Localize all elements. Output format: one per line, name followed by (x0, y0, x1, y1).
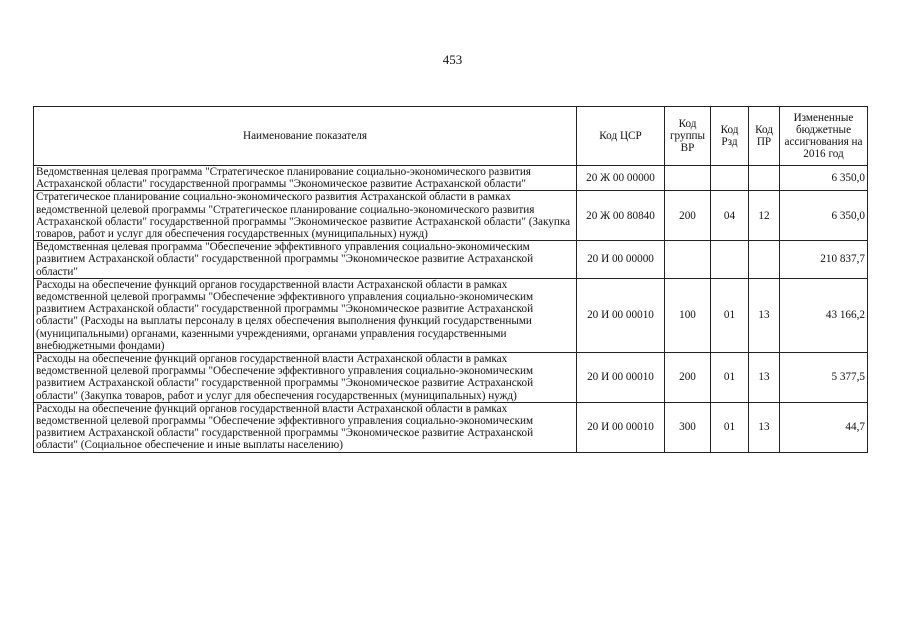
table-row (34, 402, 868, 452)
row-vr-code (665, 241, 711, 279)
table-row (34, 166, 868, 191)
table-row (34, 191, 868, 241)
row-csr-code: 20 Ж 00 00000 (577, 166, 665, 191)
table-row (34, 278, 868, 352)
row-rzd-code: 01 (711, 353, 749, 403)
row-rzd-code: 01 (711, 402, 749, 452)
table-header-row (34, 107, 868, 166)
row-name: Стратегическое планирование социально-экономического развития Астраханской области в рамках ведомственной целевой программы "Стратегическое планирование социально-экономического развития Астраханской области" государственной программы "Экономическое развитие Астраханской области" (Закупка товаров, работ и услуг для обеспечения государственных (муниципальных) нужд) (34, 191, 577, 241)
table-row (34, 241, 868, 279)
row-pr-code: 12 (749, 191, 780, 241)
row-name: Расходы на обеспечение функций органов государственной власти Астраханской области в рамках ведомственной целевой программы "Обеспечение эффективного управления социально-экономическим развитием Астраханской области" государственной программы "Экономическое развитие Астраханской области" (Расходы на выплаты персоналу в целях обеспечения выполнения функций государственными (муниципальными) органами, казенными учреждениями, органами управления государственными внебюджетными фондами) (34, 278, 577, 352)
header-vr-code: Код группы ВР (665, 107, 711, 166)
row-rzd-code: 01 (711, 278, 749, 352)
row-name: Ведомственная целевая программа "Стратегическое планирование социально-экономического развития Астраханской области" государственной программы "Экономическое развитие Астраханской области" (34, 166, 577, 191)
row-vr-code: 300 (665, 402, 711, 452)
row-csr-code: 20 И 00 00010 (577, 353, 665, 403)
row-rzd-code (711, 166, 749, 191)
row-amount: 43 166,2 (780, 278, 868, 352)
row-pr-code (749, 166, 780, 191)
header-csr-code: Код ЦСР (577, 107, 665, 166)
row-csr-code: 20 И 00 00010 (577, 278, 665, 352)
row-csr-code: 20 И 00 00000 (577, 241, 665, 279)
row-vr-code: 100 (665, 278, 711, 352)
row-csr-code: 20 Ж 00 80840 (577, 191, 665, 241)
header-pr-code: Код ПР (749, 107, 780, 166)
row-vr-code: 200 (665, 191, 711, 241)
row-name: Ведомственная целевая программа "Обеспечение эффективного управления социально-экономическим развитием Астраханской области" государственной программы "Экономическое развитие Астраханской области" (34, 241, 577, 279)
budget-table (33, 106, 868, 453)
row-pr-code (749, 241, 780, 279)
row-amount: 6 350,0 (780, 166, 868, 191)
row-name: Расходы на обеспечение функций органов государственной власти Астраханской области в рамках ведомственной целевой программы "Обеспечение эффективного управления социально-экономическим развитием Астраханской области" государственной программы "Экономическое развитие Астраханской области" (Социальное обеспечение и иные выплаты населению) (34, 402, 577, 452)
row-amount: 44,7 (780, 402, 868, 452)
row-pr-code: 13 (749, 353, 780, 403)
header-name: Наименование показателя (34, 107, 577, 166)
header-amount: Измененные бюджетные ассигнования на 2016 год (780, 107, 868, 166)
row-csr-code: 20 И 00 00010 (577, 402, 665, 452)
row-name: Расходы на обеспечение функций органов государственной власти Астраханской области в рамках ведомственной целевой программы "Обеспечение эффективного управления социально-экономическим развитием Астраханской области" государственной программы "Экономическое развитие Астраханской области" (Закупка товаров, работ и услуг для обеспечения государственных (муниципальных) нужд) (34, 353, 577, 403)
header-rzd-code: Код Рзд (711, 107, 749, 166)
row-pr-code: 13 (749, 402, 780, 452)
row-rzd-code (711, 241, 749, 279)
row-vr-code: 200 (665, 353, 711, 403)
table-row (34, 353, 868, 403)
row-rzd-code: 04 (711, 191, 749, 241)
row-amount: 210 837,7 (780, 241, 868, 279)
row-vr-code (665, 166, 711, 191)
page-number: 453 (442, 52, 463, 67)
row-amount: 5 377,5 (780, 353, 868, 403)
row-amount: 6 350,0 (780, 191, 868, 241)
row-pr-code: 13 (749, 278, 780, 352)
